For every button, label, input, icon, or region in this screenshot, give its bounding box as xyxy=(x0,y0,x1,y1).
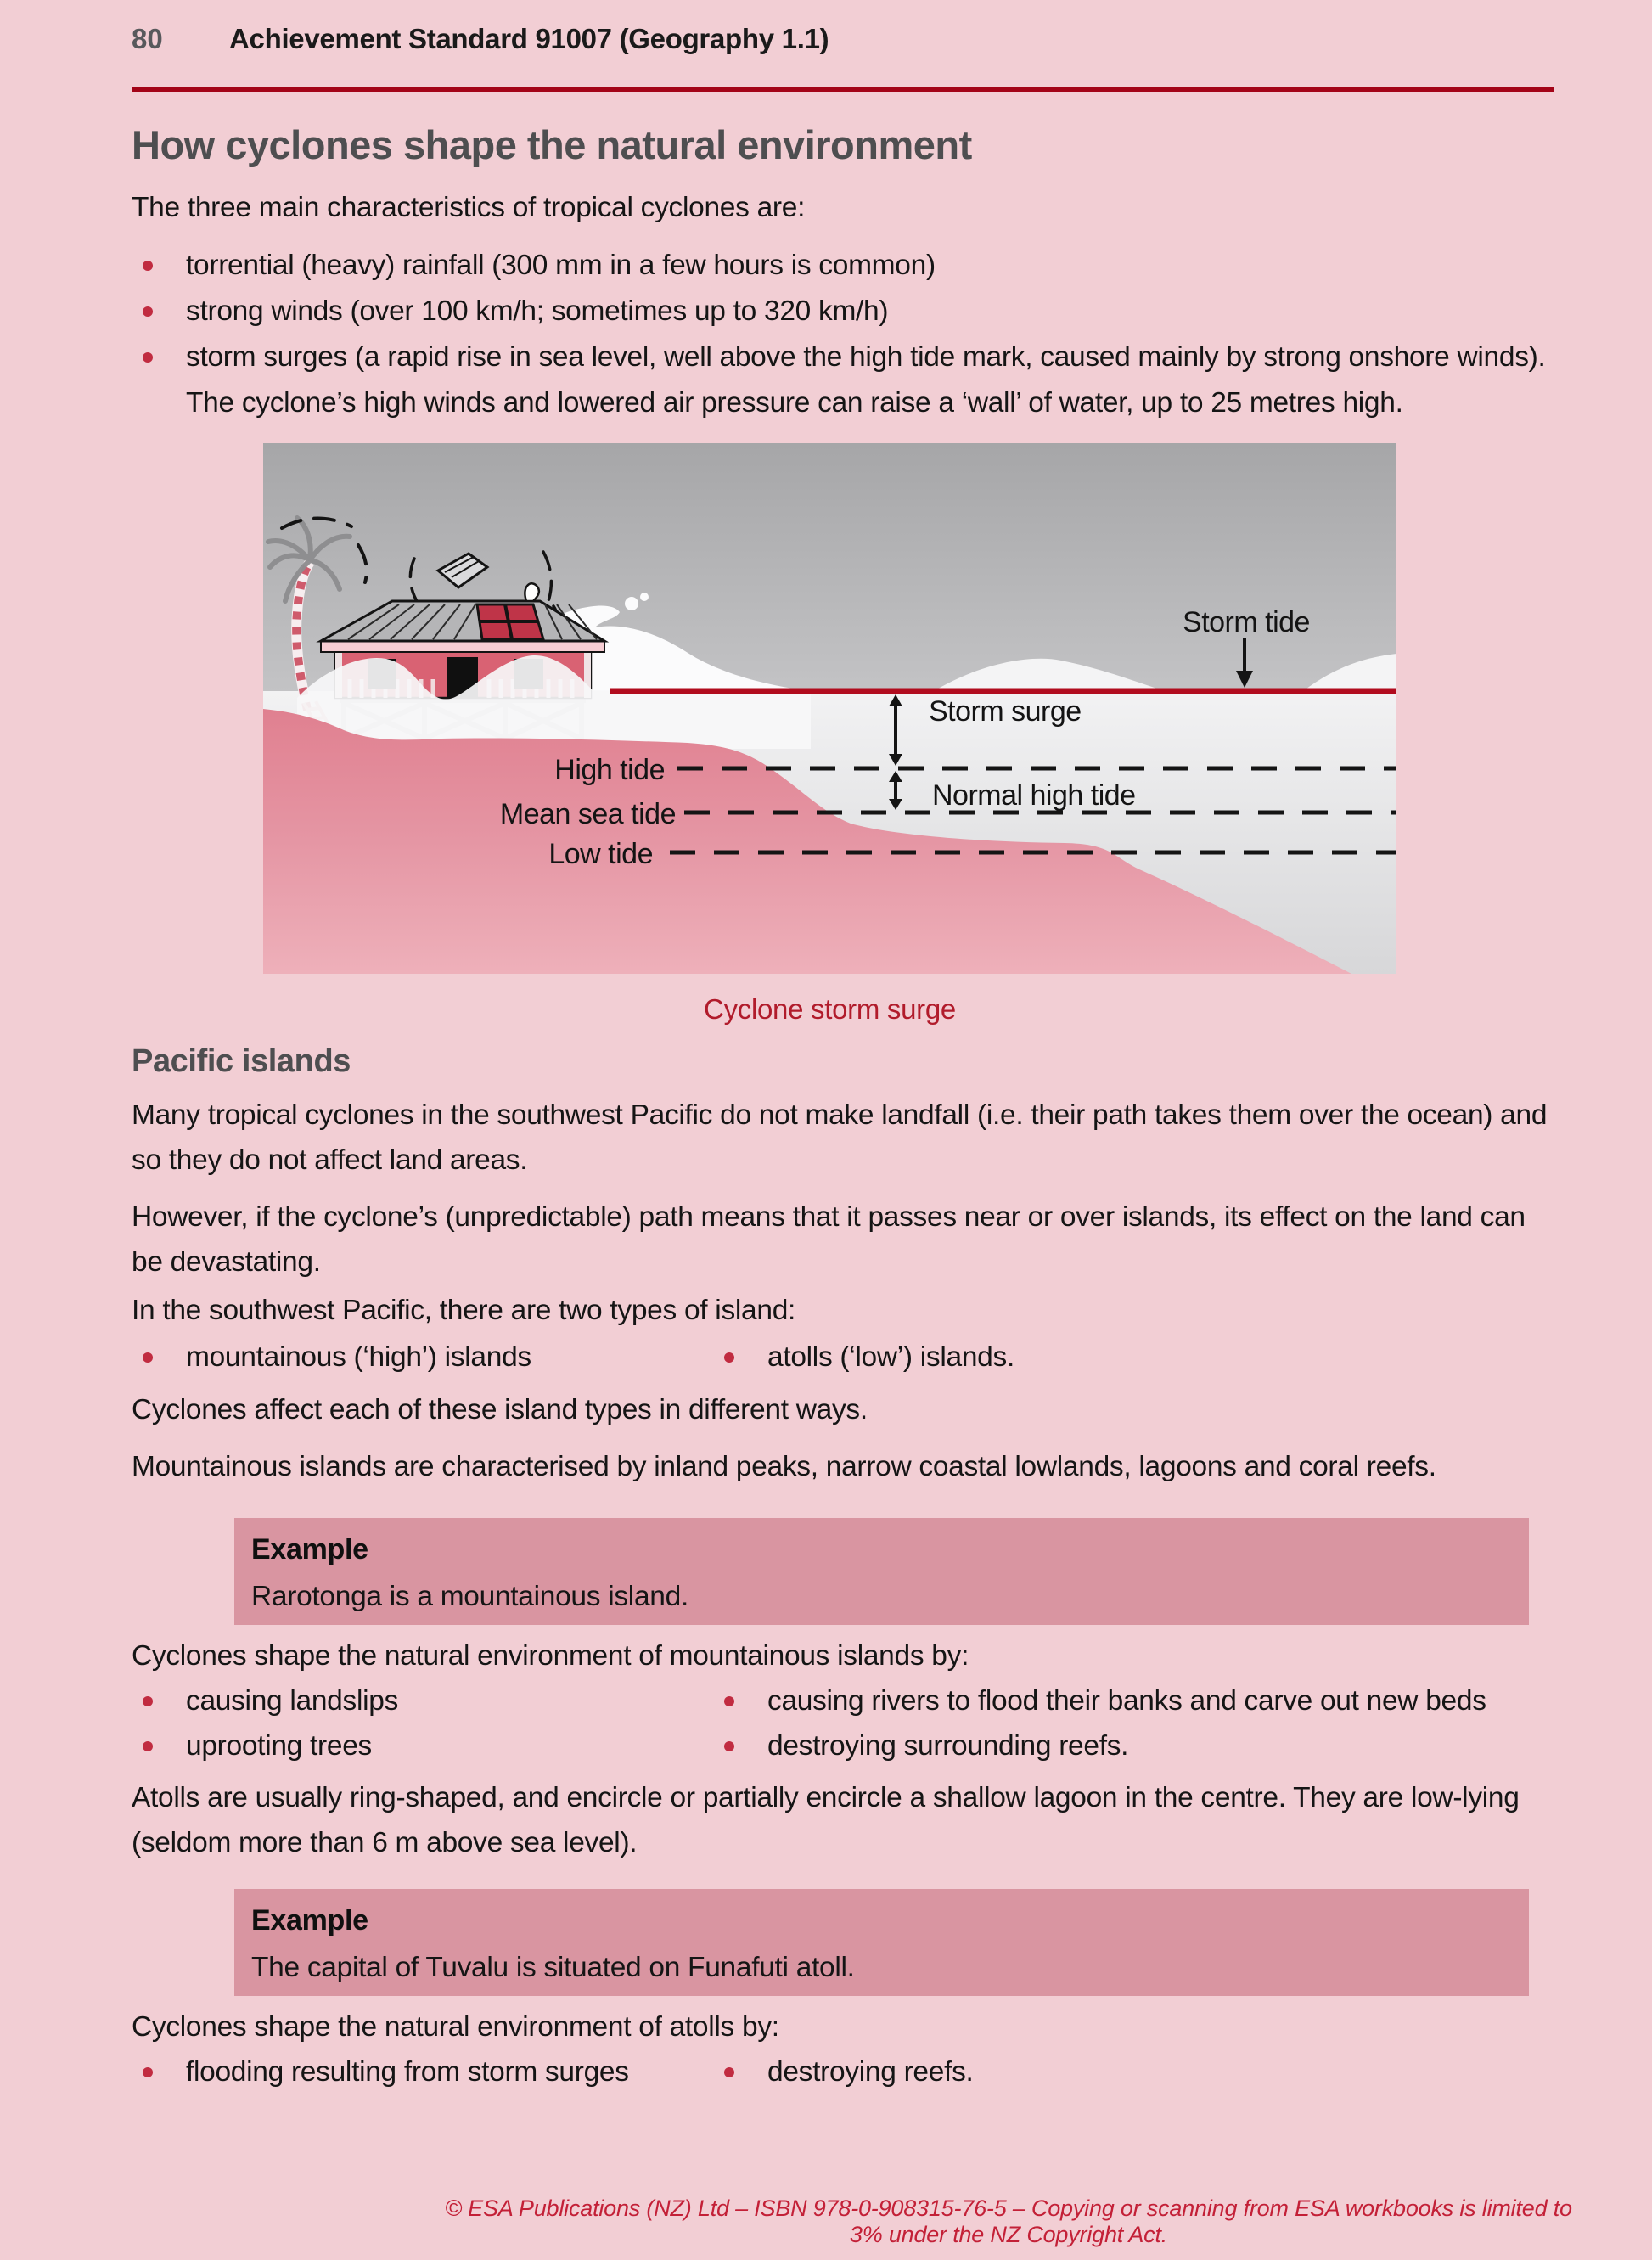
low-tide-label: Low tide xyxy=(548,838,653,870)
bullet-icon xyxy=(143,1352,153,1363)
page-header-title: Achievement Standard 91007 (Geography 1.1) xyxy=(229,23,829,54)
storm-surge-diagram xyxy=(263,443,1396,974)
section-heading: How cyclones shape the natural environment xyxy=(132,122,972,167)
list-item-text: storm surges (a rapid rise in sea level, well above the high tide mark, caused mainly by strong onshore winds). The cyclone’s high winds and lowered air pressure can raise a ‘wall’ of water, up to 25 metres high. xyxy=(186,341,1546,419)
storm-surge-diagram-svg xyxy=(263,443,1396,974)
paragraph: In the southwest Pacific, there are two types of island: xyxy=(132,1295,796,1326)
bullet-icon xyxy=(724,1352,734,1363)
list-item xyxy=(713,1678,1554,1723)
list-item-text: destroying reefs. xyxy=(767,2056,974,2088)
list-item xyxy=(132,289,1554,335)
paragraph: Cyclones shape the natural environment of mountainous islands by: xyxy=(132,1640,969,1672)
list-item xyxy=(132,335,1554,426)
page-header xyxy=(132,20,1554,58)
example-body: The capital of Tuvalu is situated on Funafuti atoll. xyxy=(251,1952,855,1983)
normal-high-tide-label: Normal high tide xyxy=(932,779,1136,812)
list-item-text: strong winds (over 100 km/h; sometimes up to 320 km/h) xyxy=(186,295,889,327)
list-item xyxy=(132,1723,713,1768)
paragraph: Cyclones affect each of these island types in different ways. xyxy=(132,1394,868,1425)
bullet-icon xyxy=(143,306,153,317)
list-item xyxy=(132,1335,713,1380)
bullet-icon xyxy=(724,1696,734,1706)
cyclone-characteristics-list xyxy=(132,243,1554,426)
list-item xyxy=(132,243,1554,289)
bullet-icon xyxy=(143,1741,153,1751)
intro-paragraph: The three main characteristics of tropical cyclones are: xyxy=(132,192,806,223)
bullet-icon xyxy=(724,2067,734,2077)
list-item-text: flooding resulting from storm surges xyxy=(186,2056,629,2088)
list-item-text: atolls (‘low’) islands. xyxy=(767,1341,1014,1373)
list-item-text: causing landslips xyxy=(186,1685,399,1717)
example-title: Example xyxy=(251,1533,368,1566)
page-content xyxy=(132,0,1554,2094)
paragraph: Many tropical cyclones in the southwest Pacific do not make landfall (i.e. their path takes them over the ocean) and so they do not affect land areas. xyxy=(132,1099,1548,1176)
mountainous-effects-list xyxy=(132,1678,1554,1768)
list-item xyxy=(132,2049,713,2094)
mean-sea-tide-label: Mean sea tide xyxy=(499,798,676,830)
header-rule xyxy=(132,87,1554,92)
list-item xyxy=(713,1723,1554,1768)
example-title: Example xyxy=(251,1904,368,1937)
wave-foam-dot xyxy=(625,597,638,610)
example-box xyxy=(234,1518,1529,1625)
paragraph: Atolls are usually ring-shaped, and encircle or partially encircle a shallow lagoon in the centre. They are low-lying (seldom more than 6 m above sea level). xyxy=(132,1782,1520,1858)
list-item xyxy=(132,1678,713,1723)
bullet-icon xyxy=(143,2067,153,2077)
paragraph: Cyclones shape the natural environment of atolls by: xyxy=(132,2011,779,2043)
island-types-list xyxy=(132,1335,1554,1380)
list-item-text: torrential (heavy) rainfall (300 mm in a few hours is common) xyxy=(186,250,936,281)
storm-surge-label: Storm surge xyxy=(929,695,1082,728)
example-body: Rarotonga is a mountainous island. xyxy=(251,1581,688,1612)
list-item-text: destroying surrounding reefs. xyxy=(767,1730,1129,1762)
list-item-text: uprooting trees xyxy=(186,1730,372,1762)
list-item xyxy=(713,1335,1554,1380)
bullet-icon xyxy=(724,1741,734,1751)
storm-tide-label: Storm tide xyxy=(1183,606,1310,638)
paragraph: Mountainous islands are characterised by inland peaks, narrow coastal lowlands, lagoons and coral reefs. xyxy=(132,1451,1436,1482)
copyright-footer: © ESA Publications (NZ) Ltd – ISBN 978-0-908315-76-5 – Copying or scanning from ESA workbooks is limited to 3% under the NZ Copyright Act. xyxy=(445,2195,1572,2247)
subsection-heading: Pacific islands xyxy=(132,1043,351,1079)
list-item-text: causing rivers to flood their banks and carve out new beds xyxy=(767,1685,1486,1717)
example-box xyxy=(234,1889,1529,1996)
atoll-effects-list xyxy=(132,2049,1554,2094)
high-tide-label: High tide xyxy=(554,754,665,786)
bullet-icon xyxy=(143,1696,153,1706)
bullet-icon xyxy=(143,261,153,271)
wave-foam-dot xyxy=(640,593,649,601)
bullet-icon xyxy=(143,352,153,363)
page-number: 80 xyxy=(132,23,163,54)
list-item-text: mountainous (‘high’) islands xyxy=(186,1341,531,1373)
paragraph: However, if the cyclone’s (unpredictable) path means that it passes near or over islands, its effect on the land can be devastating. xyxy=(132,1201,1526,1278)
diagram-caption: Cyclone storm surge xyxy=(704,993,956,1025)
list-item xyxy=(713,2049,1554,2094)
